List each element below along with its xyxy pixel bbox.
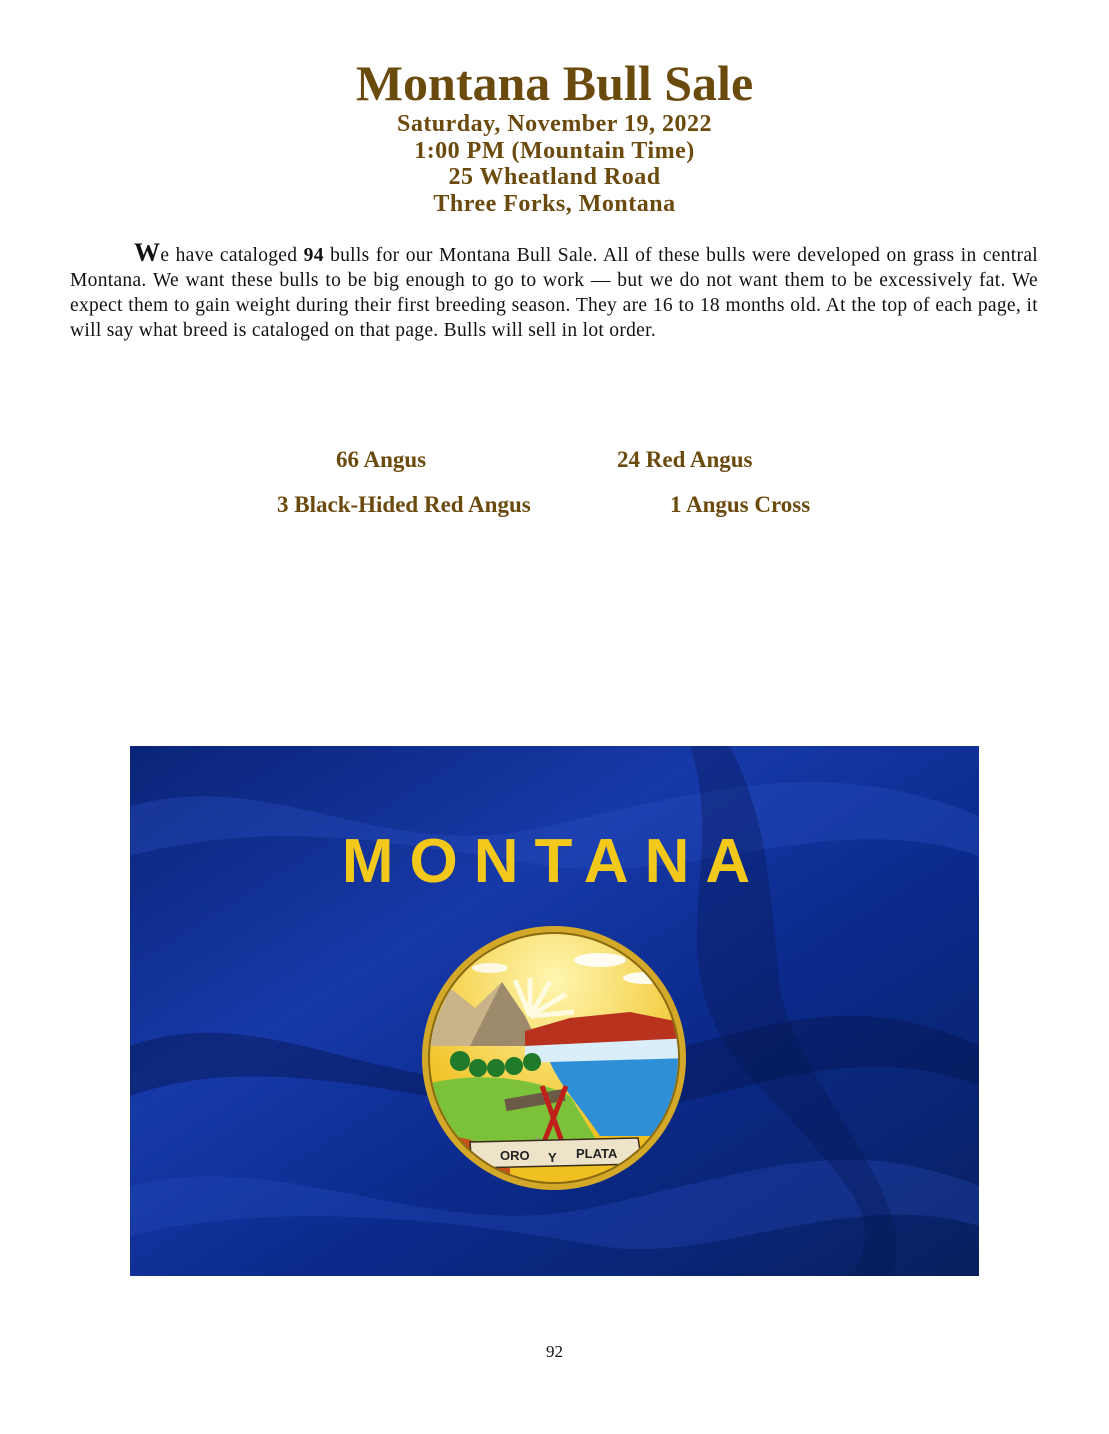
motto-oro: ORO [500, 1148, 530, 1163]
flag-word: MONTANA [341, 827, 767, 896]
page-number: 92 [546, 1342, 563, 1361]
page-title: Montana Bull Sale [355, 55, 754, 111]
bull-count: 94 [303, 245, 324, 266]
breed-angus: 66 Angus [336, 447, 427, 472]
sale-date: Saturday, November 19, 2022 [396, 111, 713, 137]
motto-plata: PLATA [576, 1146, 618, 1161]
montana-flag-image [130, 746, 979, 1276]
breed-black-hided-red-angus: 3 Black-Hided Red Angus [277, 492, 531, 517]
breed-angus-cross: 1 Angus Cross [670, 492, 811, 517]
intro-text-2: bulls for our Montana Bull Sale. All of these bulls were developed on grass in central Montana. We want these bulls to be big enough to go to work — but we do not want them to be excessively fat. We expect them to gain weight during their first breeding season. They are 16 to 18 months old. At the top of each page, it will say what breed is cataloged on that page. Bulls will sell in lot order. [70, 245, 1038, 341]
sale-time: 1:00 PM (Mountain Time) [414, 138, 695, 164]
drop-cap: W [134, 238, 161, 267]
sale-address: 25 Wheatland Road [448, 164, 661, 190]
sale-city: Three Forks, Montana [433, 191, 676, 217]
montana-flag-svg [130, 746, 979, 1276]
intro-text-1: e have cataloged [160, 245, 304, 266]
intro-paragraph [70, 240, 1038, 343]
breed-red-angus: 24 Red Angus [617, 447, 753, 472]
motto-y: Y [548, 1150, 557, 1165]
